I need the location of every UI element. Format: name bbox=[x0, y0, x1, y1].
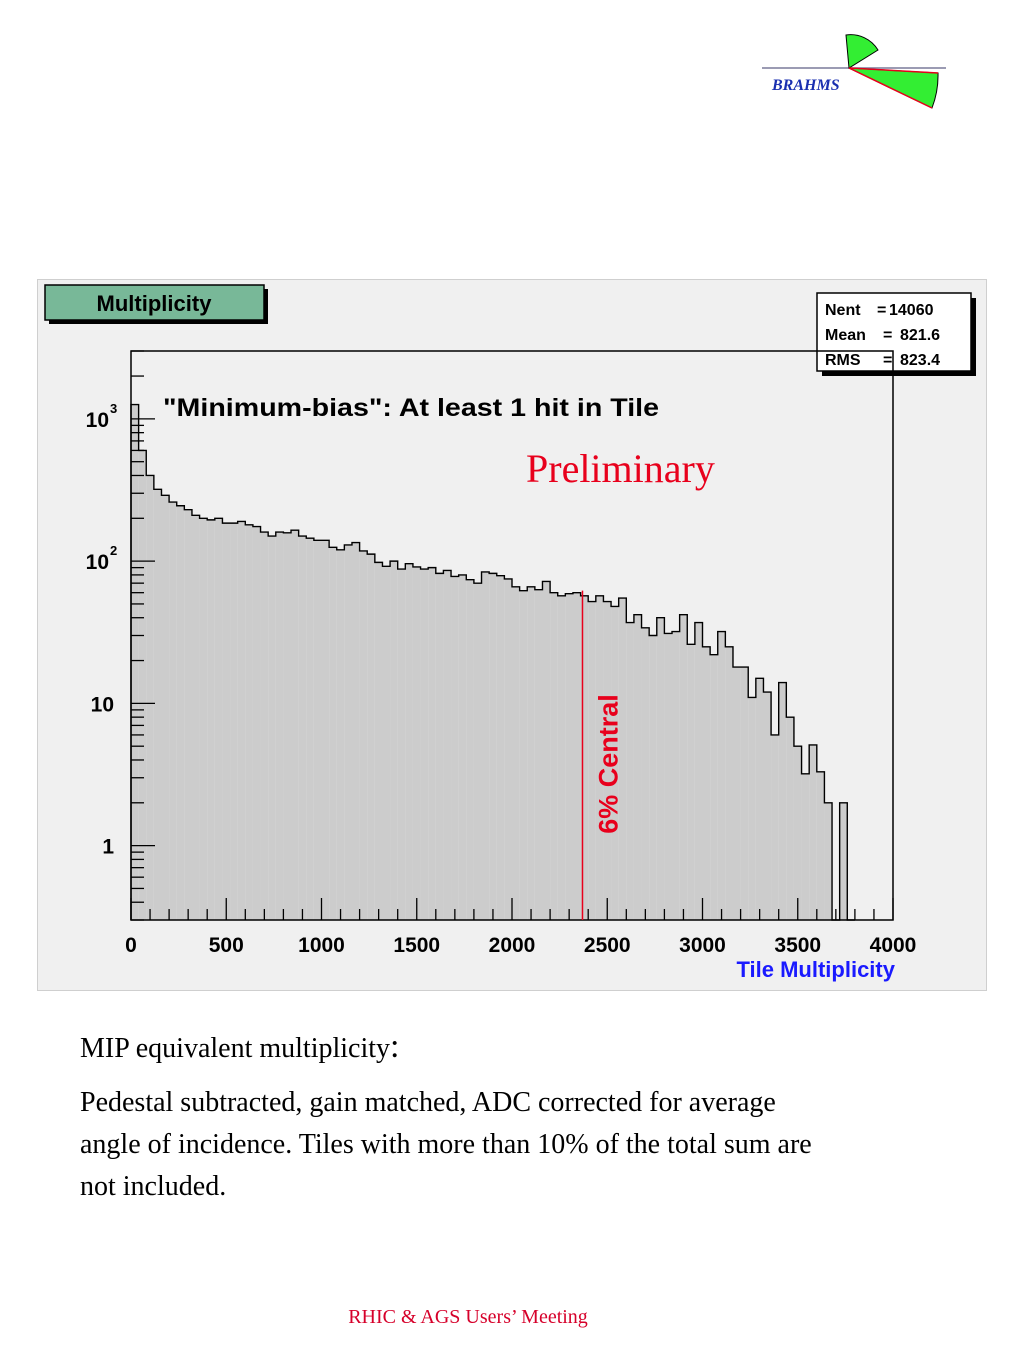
stats-value-rms: 823.4 bbox=[900, 352, 941, 369]
histogram-bin bbox=[405, 564, 413, 920]
brahms-logo bbox=[760, 30, 950, 115]
x-tick-label: 0 bbox=[125, 934, 137, 957]
histogram-bin bbox=[177, 506, 185, 920]
stats-eq-rms: = bbox=[883, 352, 893, 369]
histogram-bin bbox=[131, 405, 139, 920]
histogram-bin bbox=[779, 683, 787, 920]
histogram-bin bbox=[322, 540, 330, 920]
histogram-bin bbox=[733, 667, 741, 920]
histogram-bin bbox=[421, 569, 429, 920]
histogram-bin bbox=[565, 594, 573, 920]
y-tick-base: 1 bbox=[102, 835, 114, 859]
histogram-bin bbox=[367, 554, 375, 920]
brahms-logo-text: BRAHMS bbox=[772, 77, 840, 94]
chart-subtitle: "Minimum-bias": At least 1 hit in Tile bbox=[163, 394, 660, 422]
histogram-bin bbox=[802, 774, 810, 920]
histogram-bin bbox=[756, 678, 764, 920]
footer-meeting: RHIC & AGS Users’ Meeting bbox=[348, 1306, 588, 1328]
stats-label-mean: Mean bbox=[825, 327, 866, 344]
histogram-bin bbox=[840, 803, 848, 920]
histogram-bin bbox=[809, 745, 817, 920]
histogram-bin bbox=[695, 623, 703, 920]
panel-title: Multiplicity bbox=[96, 291, 212, 316]
histogram-bin bbox=[352, 543, 360, 920]
histogram-bin bbox=[329, 547, 337, 920]
histogram-bin bbox=[573, 593, 581, 920]
stats-eq-nent: = bbox=[877, 302, 887, 319]
histogram-bin bbox=[718, 632, 726, 920]
histogram-bin bbox=[169, 502, 177, 920]
histogram-bin bbox=[192, 515, 200, 920]
histogram-bin bbox=[748, 697, 756, 920]
histogram-bin bbox=[459, 575, 467, 920]
histogram-bin bbox=[306, 538, 314, 920]
caption-heading-text: MIP equivalent multiplicity bbox=[80, 1033, 391, 1064]
histogram-bin bbox=[466, 580, 474, 920]
histogram-bin bbox=[512, 587, 520, 920]
x-tick-label: 2000 bbox=[488, 934, 536, 957]
histogram-bin bbox=[276, 532, 284, 920]
histogram-bin bbox=[771, 735, 779, 920]
histogram-bin bbox=[642, 628, 650, 920]
histogram-bin bbox=[436, 573, 444, 920]
histogram-bin bbox=[161, 495, 169, 920]
preliminary-watermark: Preliminary bbox=[526, 446, 715, 491]
y-tick-label bbox=[86, 543, 118, 574]
histogram-bin bbox=[360, 551, 368, 920]
histogram-bin bbox=[314, 540, 322, 920]
histogram-bin bbox=[390, 561, 398, 920]
histogram-bin bbox=[542, 581, 550, 920]
histogram-bin bbox=[268, 536, 276, 920]
histogram-bin bbox=[299, 536, 307, 920]
stats-value-nent: 14060 bbox=[889, 302, 934, 319]
y-axis-tick-labels bbox=[86, 401, 118, 859]
histogram-bin bbox=[184, 510, 192, 920]
x-tick-label: 2500 bbox=[583, 934, 631, 957]
histogram-bin bbox=[680, 615, 688, 920]
histogram-bin bbox=[497, 576, 505, 920]
x-axis-tick-labels bbox=[125, 934, 916, 957]
histogram-bin bbox=[527, 587, 535, 920]
histogram-bin bbox=[581, 596, 589, 920]
histogram-bin bbox=[786, 717, 794, 920]
histogram-bin bbox=[261, 532, 269, 920]
x-tick-label: 1000 bbox=[298, 934, 345, 957]
histogram-bin bbox=[725, 647, 733, 920]
y-tick-exponent: 3 bbox=[110, 400, 118, 416]
histogram-bin bbox=[710, 655, 718, 920]
histogram-bin bbox=[200, 518, 208, 920]
histogram-bin bbox=[413, 567, 421, 920]
caption-heading bbox=[80, 1028, 400, 1066]
stats-box bbox=[817, 293, 976, 376]
histogram-bin bbox=[375, 562, 383, 920]
x-tick-label: 3000 bbox=[679, 934, 726, 957]
y-tick-base: 10 bbox=[85, 408, 109, 432]
histogram-bars bbox=[131, 405, 855, 920]
stats-label-rms: RMS bbox=[825, 352, 861, 369]
histogram-bin bbox=[703, 647, 711, 920]
histogram-bin bbox=[344, 545, 352, 920]
histogram-bin bbox=[741, 667, 749, 920]
histogram-bin bbox=[238, 521, 246, 920]
x-tick-label: 3500 bbox=[774, 934, 822, 957]
histogram-bin bbox=[687, 644, 695, 920]
y-tick-label bbox=[102, 836, 114, 859]
histogram-canvas bbox=[37, 279, 987, 991]
histogram-bin bbox=[794, 746, 802, 920]
histogram-bin bbox=[817, 772, 825, 920]
x-tick-label: 1500 bbox=[393, 934, 441, 957]
histogram-bin bbox=[763, 692, 771, 920]
stats-eq-mean: = bbox=[883, 327, 893, 344]
histogram-bin bbox=[649, 636, 657, 921]
y-tick-base: 10 bbox=[90, 693, 114, 717]
histogram-bin bbox=[824, 803, 832, 920]
histogram-bin bbox=[482, 572, 490, 920]
histogram-bin bbox=[230, 523, 238, 920]
histogram-bin bbox=[558, 596, 566, 920]
histogram-bin bbox=[535, 590, 543, 920]
histogram-bin bbox=[550, 593, 558, 920]
histogram-bin bbox=[474, 583, 482, 920]
histogram-bin bbox=[634, 615, 642, 920]
y-tick-base: 10 bbox=[85, 551, 109, 575]
x-tick-label: 500 bbox=[208, 934, 244, 957]
caption-heading-colon: : bbox=[390, 1028, 400, 1065]
histogram-bin bbox=[382, 566, 390, 920]
histogram-bin bbox=[222, 523, 230, 920]
panel-title-box bbox=[45, 285, 268, 324]
histogram-bin bbox=[626, 623, 634, 920]
x-axis-label: Tile Multiplicity bbox=[736, 957, 895, 982]
stats-value-mean: 821.6 bbox=[900, 327, 941, 344]
histogram-bin bbox=[664, 633, 672, 920]
histogram-bin bbox=[245, 525, 253, 920]
caption-body: Pedestal subtracted, gain matched, ADC corrected for average angle of incidence. Tiles with more than 10% of the total sum are not included. bbox=[80, 1087, 812, 1202]
central-cut-label: 6% Central bbox=[593, 694, 624, 834]
stats-label-nent: Nent bbox=[825, 302, 861, 319]
x-tick-label: 4000 bbox=[869, 934, 917, 957]
y-tick-exponent: 2 bbox=[110, 543, 118, 559]
histogram-bin bbox=[283, 533, 291, 920]
y-tick-label bbox=[86, 401, 118, 432]
histogram-bin bbox=[398, 569, 406, 920]
histogram-bin bbox=[489, 573, 497, 920]
histogram-bin bbox=[672, 632, 680, 920]
histogram-bin bbox=[428, 568, 436, 920]
histogram-bin bbox=[443, 570, 451, 920]
histogram-bin bbox=[146, 475, 154, 920]
histogram-bin bbox=[657, 618, 665, 920]
histogram-bin bbox=[215, 518, 223, 920]
histogram-bin bbox=[154, 489, 162, 920]
histogram-bin bbox=[504, 579, 512, 920]
y-tick-label bbox=[91, 693, 114, 716]
histogram-bin bbox=[520, 591, 528, 920]
histogram-bin bbox=[207, 520, 215, 920]
histogram-bin bbox=[139, 450, 147, 920]
histogram-bin bbox=[291, 530, 299, 920]
histogram-bin bbox=[451, 576, 459, 920]
histogram-bin bbox=[253, 527, 261, 920]
histogram-bin bbox=[337, 550, 345, 920]
